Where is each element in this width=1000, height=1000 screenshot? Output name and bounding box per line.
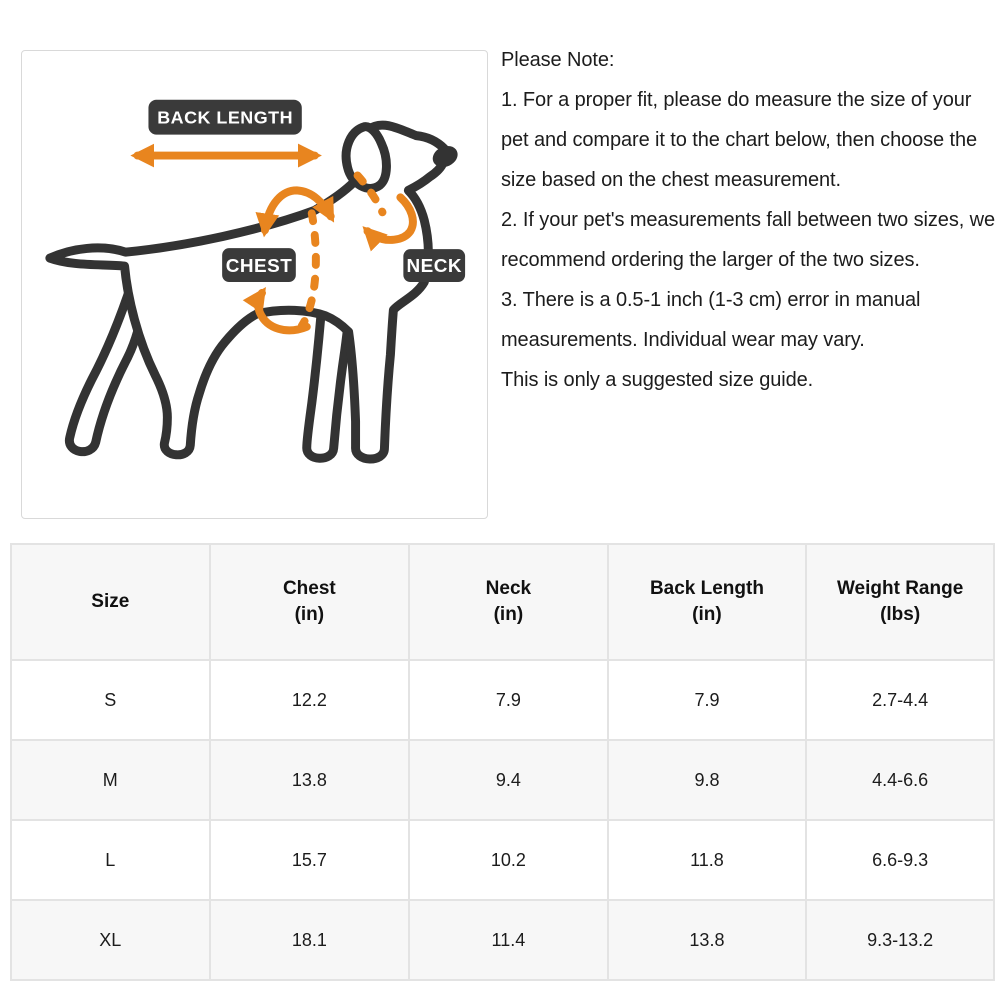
note-point-2: 2. If your pet's measurements fall between two sizes, we recommend ordering the larger of the two sizes. bbox=[501, 209, 996, 271]
cell-chest: 13.8 bbox=[210, 740, 410, 820]
cell-neck: 7.9 bbox=[409, 660, 608, 740]
header-unit: (in) bbox=[692, 604, 722, 625]
table-row-size-m bbox=[11, 740, 994, 820]
table-row-size-s bbox=[11, 660, 994, 740]
col-header-weight-range bbox=[806, 544, 994, 660]
header-label: Size bbox=[91, 591, 130, 612]
cell-back-length: 9.8 bbox=[608, 740, 807, 820]
note-footer: This is only a suggested size guide. bbox=[501, 369, 814, 391]
chest-badge-label: CHEST bbox=[225, 256, 293, 278]
please-note-text bbox=[501, 40, 1000, 400]
size-chart-table bbox=[10, 543, 995, 981]
header-label: Chest bbox=[282, 578, 336, 599]
note-point-1: 1. For a proper fit, please do measure the size of your pet and compare it to the chart below, then choose the size based on the chest measurement. bbox=[501, 89, 978, 191]
back-length-badge-label: BACK LENGTH bbox=[157, 107, 294, 128]
cell-size: L bbox=[11, 820, 210, 900]
header-label: Weight Range bbox=[836, 578, 964, 599]
col-header-chest bbox=[210, 544, 410, 660]
cell-size: S bbox=[11, 660, 210, 740]
dog-ear bbox=[346, 127, 386, 189]
table-row-size-xl bbox=[11, 900, 994, 980]
cell-neck: 9.4 bbox=[409, 740, 608, 820]
note-title: Please Note: bbox=[501, 49, 615, 71]
cell-weight-range: 6.6-9.3 bbox=[806, 820, 994, 900]
cell-weight-range: 2.7-4.4 bbox=[806, 660, 994, 740]
cell-neck: 10.2 bbox=[409, 820, 608, 900]
col-header-back-length bbox=[608, 544, 807, 660]
cell-chest: 15.7 bbox=[210, 820, 410, 900]
header-unit: (in) bbox=[493, 604, 524, 625]
header-unit: (lbs) bbox=[880, 604, 921, 625]
cell-size: XL bbox=[11, 900, 210, 980]
header-unit: (in) bbox=[294, 604, 325, 625]
dog-measurement-diagram bbox=[21, 50, 488, 519]
dog-diagram-svg bbox=[22, 51, 487, 518]
header-label: Back Length bbox=[649, 578, 764, 599]
neck-badge-label: NECK bbox=[406, 256, 463, 278]
note-point-3: 3. There is a 0.5-1 inch (1-3 cm) error in manual measurements. Individual wear may vary. bbox=[501, 289, 921, 351]
cell-back-length: 7.9 bbox=[608, 660, 807, 740]
cell-size: M bbox=[11, 740, 210, 820]
cell-back-length: 13.8 bbox=[608, 900, 807, 980]
col-header-neck bbox=[409, 544, 608, 660]
cell-chest: 18.1 bbox=[210, 900, 410, 980]
cell-neck: 11.4 bbox=[409, 900, 608, 980]
header-label: Neck bbox=[485, 578, 532, 599]
cell-back-length: 11.8 bbox=[608, 820, 807, 900]
col-header-size bbox=[11, 544, 210, 660]
cell-weight-range: 9.3-13.2 bbox=[806, 900, 994, 980]
cell-weight-range: 4.4-6.6 bbox=[806, 740, 994, 820]
table-row-size-l bbox=[11, 820, 994, 900]
cell-chest: 12.2 bbox=[210, 660, 410, 740]
table-header-row bbox=[11, 544, 994, 660]
